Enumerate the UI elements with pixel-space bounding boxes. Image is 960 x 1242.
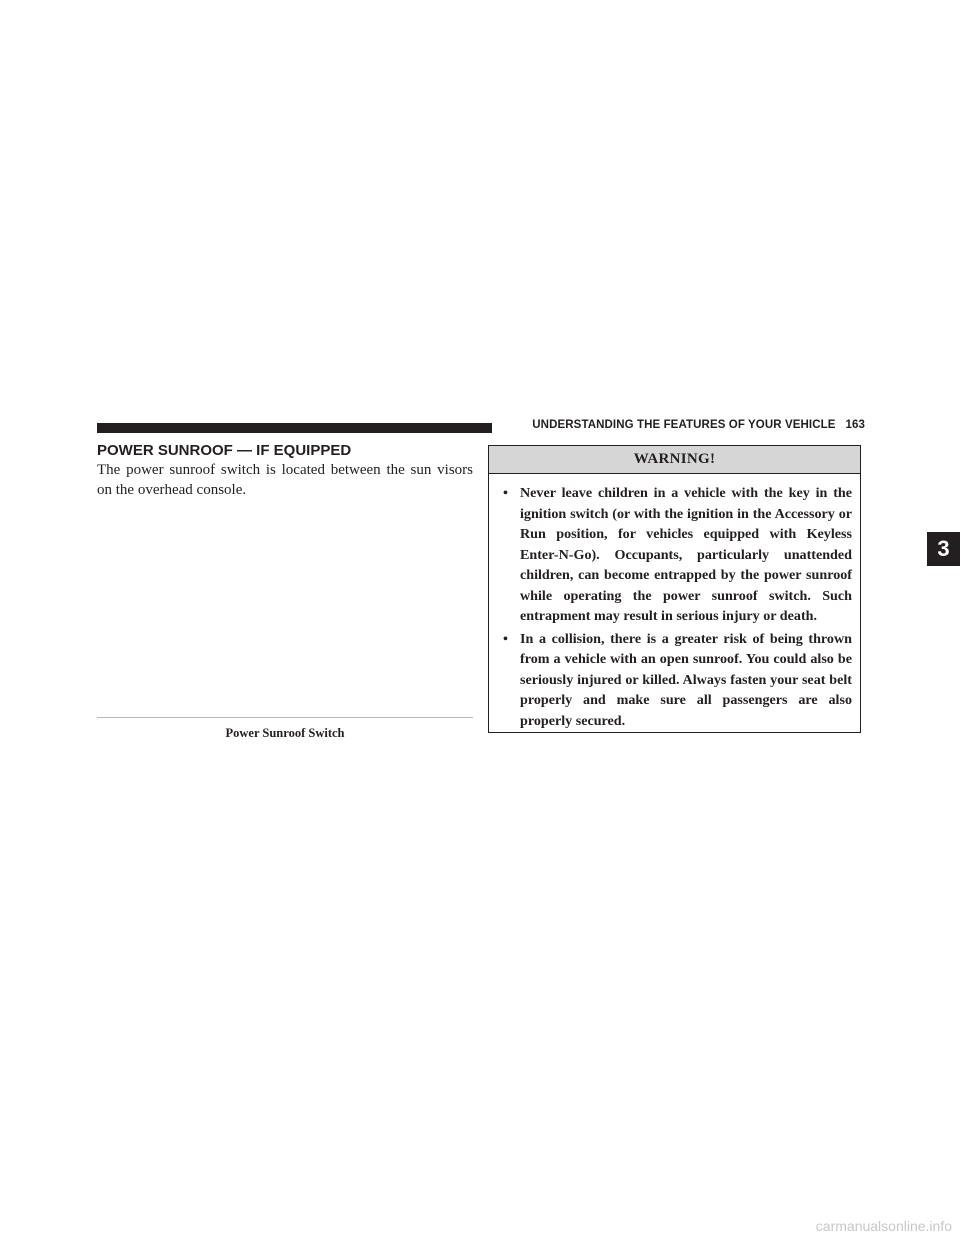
chapter-tab: 3 bbox=[927, 532, 960, 566]
warning-item-text: In a collision, there is a greater risk of being thrown from a vehicle with an open sunroof. You could also be seriously injured or killed. Always fasten your seat belt properly and make sure all passengers are also properly secured. bbox=[520, 630, 852, 729]
section-heading: POWER SUNROOF — IF EQUIPPED bbox=[97, 442, 352, 459]
figure-caption: Power Sunroof Switch bbox=[225, 726, 345, 740]
running-header bbox=[502, 419, 865, 431]
warning-list bbox=[489, 474, 860, 731]
header-rule bbox=[97, 423, 492, 433]
bullet-icon: • bbox=[503, 630, 508, 647]
bullet-icon: • bbox=[503, 485, 508, 501]
warning-item-text: Never leave children in a vehicle with the key in the ignition switch (or with the ignition in the Accessory or Run position, for vehicles equipped with Keyless Enter-N-Go). Occupants, particularly unattended children, can become entrapped by the power sunroof while operating the power sunroof switch. Such entrapment may result in serious injury or death. bbox=[520, 485, 852, 624]
header-section-title: UNDERSTANDING THE FEATURES OF YOUR VEHICLE bbox=[532, 419, 836, 431]
figure-divider bbox=[97, 717, 473, 718]
page-number: 163 bbox=[845, 419, 865, 431]
warning-title: WARNING! bbox=[489, 446, 860, 474]
body-paragraph: The power sunroof switch is located between the sun visors on the overhead console. bbox=[97, 462, 473, 498]
warning-item bbox=[501, 629, 852, 732]
warning-box bbox=[488, 445, 861, 733]
watermark-link[interactable]: carmanualsonline.info bbox=[815, 1218, 952, 1234]
warning-item bbox=[501, 483, 852, 627]
